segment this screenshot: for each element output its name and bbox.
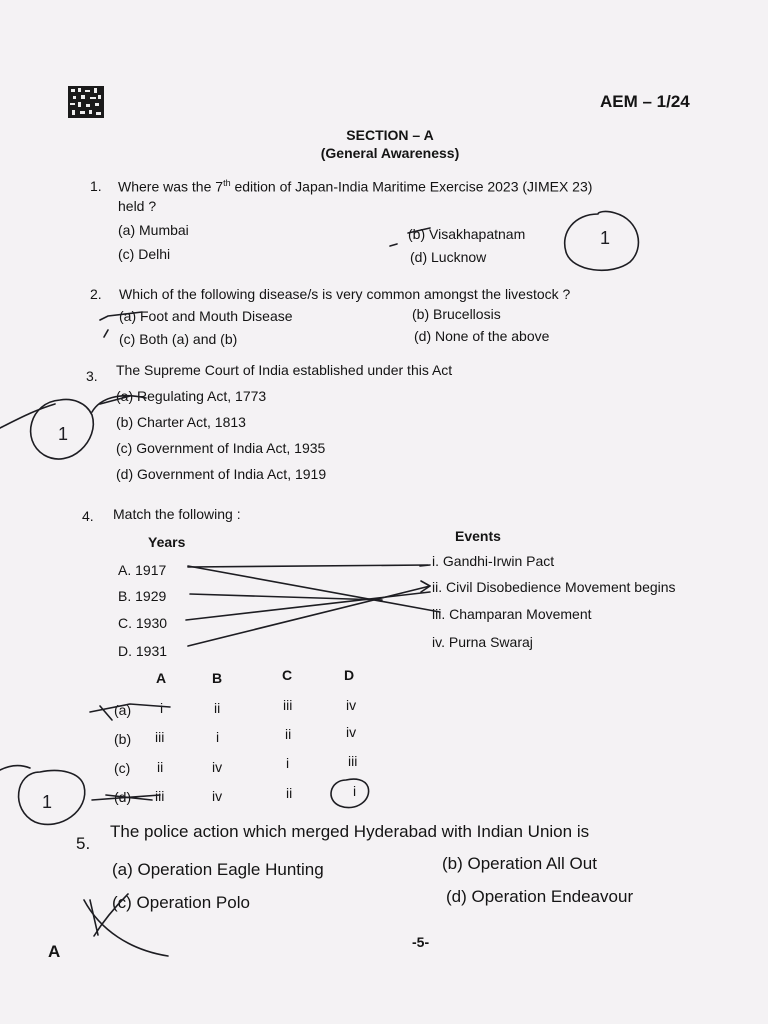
q4-side-circle (19, 771, 85, 825)
q4-event-iii: iii. Champaran Movement (432, 606, 592, 622)
q5-option-c[interactable]: (c) Operation Polo (112, 893, 250, 912)
paper-code: AEM – 1/24 (600, 92, 690, 111)
page-number: -5- (412, 934, 430, 950)
q4-year-a: A. 1917 (118, 562, 167, 578)
q4-answer-mark: 1 (42, 792, 53, 812)
q2-option-c[interactable]: (c) Both (a) and (b) (119, 331, 238, 347)
q5-text: The police action which merged Hyderabad with Indian Union is (110, 822, 590, 841)
q4-text: Match the following : (113, 506, 241, 522)
q2-option-a[interactable]: (a) Foot and Mouth Disease (119, 308, 293, 324)
section-subtitle: (General Awareness) (320, 145, 460, 161)
q2-number: 2. (90, 286, 102, 302)
q4-option-a-label[interactable]: (a) (114, 702, 132, 718)
q5-option-d[interactable]: (d) Operation Endeavour (446, 887, 634, 906)
grid-header-b: B (212, 670, 223, 686)
q5-number: 5. (76, 834, 91, 853)
q2-option-d[interactable]: (d) None of the above (414, 328, 550, 344)
q3-number: 3. (86, 368, 98, 384)
q4-events-header: Events (455, 528, 501, 544)
q4-option-a-cell-2: ii (214, 700, 221, 716)
q4-option-d-cell-1: iii (155, 788, 165, 804)
q4-option-d-label[interactable]: (d) (114, 789, 132, 805)
q4-year-b: B. 1929 (118, 588, 167, 604)
q4-option-b-label[interactable]: (b) (114, 731, 132, 747)
q4-option-a-cell-1: i (160, 700, 164, 716)
q4-option-c-cell-1: ii (157, 759, 164, 775)
q4-option-d-cell-2: iv (212, 788, 223, 804)
q4-option-d-cell-3: ii (286, 785, 293, 801)
q4-option-b-cell-2: i (216, 729, 220, 745)
q4-event-iv: iv. Purna Swaraj (432, 634, 533, 650)
barcode-image (68, 86, 104, 118)
q3-option-b[interactable]: (b) Charter Act, 1813 (116, 414, 246, 430)
q2-option-b[interactable]: (b) Brucellosis (412, 306, 501, 322)
q4-event-i: i. Gandhi-Irwin Pact (432, 553, 555, 569)
q1-answer-mark: 1 (600, 228, 611, 248)
grid-header-d: D (344, 667, 355, 683)
q5-option-b[interactable]: (b) Operation All Out (442, 854, 597, 873)
q4-event-ii: ii. Civil Disobedience Movement begins (432, 579, 676, 595)
grid-header-c: C (282, 667, 293, 683)
q4-answer-circle (331, 779, 369, 807)
q1-option-a[interactable]: (a) Mumbai (118, 222, 189, 238)
q4-option-c-cell-4: iii (348, 753, 358, 769)
q4-option-d-cell-4: i (353, 783, 357, 799)
q3-answer-mark: 1 (58, 424, 69, 444)
q4-option-c-label[interactable]: (c) (114, 760, 131, 776)
q4-option-c-cell-2: iv (212, 759, 223, 775)
q1-option-b[interactable]: (b) Visakhapatnam (408, 226, 526, 242)
section-title: SECTION – A (346, 127, 434, 143)
q4-option-b-cell-1: iii (155, 729, 165, 745)
q1-answer-circle (565, 211, 639, 270)
q2-text: Which of the following disease/s is very common amongst the livestock ? (119, 286, 571, 302)
q3-answer-circle (31, 400, 94, 460)
q4-option-b-cell-3: ii (285, 726, 292, 742)
q1-text: Where was the 7th edition of Japan-India Maritime Exercise 2023 (JIMEX 23) (118, 178, 593, 195)
q4-year-c: C. 1930 (118, 615, 168, 631)
q4-option-b-cell-4: iv (346, 724, 357, 740)
footer-set-letter: A (48, 942, 61, 961)
q1-text-cont: held ? (118, 198, 157, 214)
grid-header-a: A (156, 670, 167, 686)
q4-option-c-cell-3: i (286, 755, 290, 771)
q1-option-d[interactable]: (d) Lucknow (410, 249, 487, 265)
q1-option-c[interactable]: (c) Delhi (118, 246, 171, 262)
q3-option-a[interactable]: (a) Regulating Act, 1773 (116, 388, 267, 404)
q3-option-c[interactable]: (c) Government of India Act, 1935 (116, 440, 326, 456)
q1-number: 1. (90, 178, 102, 194)
q4-year-d: D. 1931 (118, 643, 168, 659)
q4-option-a-cell-3: iii (283, 697, 293, 713)
q4-option-a-cell-4: iv (346, 697, 357, 713)
q3-text: The Supreme Court of India established under this Act (116, 362, 453, 378)
q4-years-header: Years (148, 534, 186, 550)
q5-option-a[interactable]: (a) Operation Eagle Hunting (112, 860, 324, 879)
q4-number: 4. (82, 508, 94, 524)
q3-option-d[interactable]: (d) Government of India Act, 1919 (116, 466, 327, 482)
